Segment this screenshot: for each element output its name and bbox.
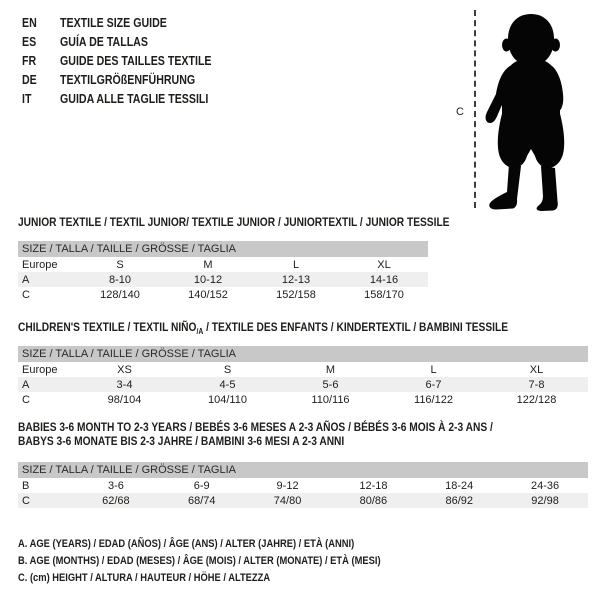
table-cell: 110/116 bbox=[311, 393, 350, 406]
table-cell: 62/68 bbox=[102, 494, 130, 507]
table-cell: M bbox=[203, 258, 213, 271]
language-title: TEXTILE SIZE GUIDE bbox=[60, 15, 167, 30]
footnote-a-text: A. AGE (YEARS) / EDAD (AÑOS) / ÂGE (ANS) / ALTER (JAHRE) / ETÀ (ANNI) bbox=[18, 538, 355, 550]
section-title-line1: BABIES 3-6 MONTH TO 2-3 YEARS / BEBÉS 3-6 MESES A 2-3 AÑOS / BÉBÉS 3-6 MOIS À 2-3 ANS / bbox=[18, 420, 493, 434]
row-label: C bbox=[22, 393, 30, 406]
table-row bbox=[18, 392, 588, 407]
table-cell: XS bbox=[117, 363, 132, 376]
table-row bbox=[18, 493, 588, 508]
table-cell: 3-4 bbox=[116, 378, 133, 391]
table-cell: 128/140 bbox=[100, 288, 140, 301]
table-row bbox=[18, 257, 428, 272]
table-cell: L bbox=[430, 363, 437, 376]
language-code bbox=[22, 54, 60, 68]
table-cell: 116/122 bbox=[414, 393, 453, 406]
table-cell: 6-9 bbox=[193, 479, 210, 492]
table-cell: L bbox=[292, 258, 300, 271]
table-cell: 80/86 bbox=[359, 494, 388, 507]
table-cell: 12-13 bbox=[281, 273, 311, 286]
children-table bbox=[18, 362, 588, 407]
title-part-subscript: /A bbox=[196, 327, 204, 337]
row-label: C bbox=[22, 288, 30, 301]
footnote-c-text: C. (cm) HEIGHT / ALTURA / HAUTEUR / HÖHE / ALTEZZA bbox=[18, 572, 271, 584]
language-code bbox=[22, 92, 60, 106]
table-cell: XL bbox=[529, 363, 544, 376]
table-cell: 24-36 bbox=[531, 479, 560, 492]
table-cell: 18-24 bbox=[445, 479, 474, 492]
footnote-c bbox=[18, 570, 445, 587]
table-cell: 92/98 bbox=[531, 494, 559, 507]
language-code-text: FR bbox=[22, 53, 37, 68]
language-row-it bbox=[22, 89, 238, 108]
section-title-children bbox=[18, 320, 594, 339]
size-header-bar: SIZE / TALLA / TAILLE / GRÖSSE / TAGLIA bbox=[18, 462, 588, 478]
table-cell: 158/170 bbox=[364, 288, 404, 301]
table-cell: 4-5 bbox=[219, 378, 236, 391]
section-title-text: JUNIOR TEXTILE / TEXTIL JUNIOR/ TEXTILE JUNIOR / JUNIORTEXTIL / JUNIOR TESSILE bbox=[18, 215, 450, 229]
section-title-line2: BABYS 3-6 MONATE BIS 2-3 JAHRE / BAMBINI 3-6 MESI A 2-3 ANNI bbox=[18, 434, 345, 448]
table-cell: 3-6 bbox=[107, 479, 124, 492]
table-row bbox=[18, 272, 428, 287]
language-code bbox=[22, 35, 60, 49]
language-row-en bbox=[22, 13, 238, 32]
footnote-b-text: B. AGE (MONTHS) / EDAD (MESES) / ÂGE (MOIS) / ALTER (MONATE) / ETÀ (MESI) bbox=[18, 555, 381, 567]
table-cell: S bbox=[223, 363, 232, 376]
table-cell: 14-16 bbox=[369, 273, 399, 286]
title-part-post: / TEXTILE DES ENFANTS / KINDERTEXTIL / BAMBINI TESSILE bbox=[203, 320, 508, 334]
children-size-table bbox=[18, 346, 588, 407]
language-title: GUIDA ALLE TAGLIE TESSILI bbox=[60, 91, 209, 106]
table-row bbox=[18, 377, 588, 392]
row-label: B bbox=[22, 479, 30, 492]
language-code bbox=[22, 73, 60, 87]
section-title-text bbox=[18, 320, 508, 339]
section-title-babies bbox=[18, 420, 577, 448]
table-cell: 140/152 bbox=[188, 288, 228, 301]
table-cell: XL bbox=[377, 258, 391, 271]
table-cell: 12-18 bbox=[359, 479, 388, 492]
babies-size-table bbox=[18, 462, 588, 508]
table-cell: 74/80 bbox=[273, 494, 302, 507]
table-row bbox=[18, 287, 428, 302]
size-header-bar: SIZE / TALLA / TAILLE / GRÖSSE / TAGLIA bbox=[18, 346, 588, 362]
row-label: C bbox=[22, 494, 30, 507]
row-label: A bbox=[22, 273, 30, 286]
row-label: A bbox=[22, 378, 30, 391]
row-label: Europe bbox=[22, 363, 58, 376]
table-cell: S bbox=[116, 258, 124, 271]
footnote-a bbox=[18, 536, 445, 553]
language-code-text: DE bbox=[22, 72, 37, 87]
language-row-de bbox=[22, 70, 238, 89]
table-cell: 68/74 bbox=[187, 494, 216, 507]
language-row-es bbox=[22, 32, 238, 51]
language-code-text: EN bbox=[22, 15, 37, 30]
table-cell: 104/110 bbox=[208, 393, 247, 406]
size-header-bar: SIZE / TALLA / TAILLE / GRÖSSE / TAGLIA bbox=[18, 241, 428, 257]
language-code-text: IT bbox=[22, 91, 32, 106]
table-cell: 98/104 bbox=[107, 393, 142, 406]
height-marker-label: C bbox=[456, 106, 464, 118]
table-cell: 6-7 bbox=[425, 378, 442, 391]
junior-size-table bbox=[18, 241, 428, 302]
table-cell: 152/158 bbox=[276, 288, 316, 301]
language-title: TEXTILGRÖßENFÜHRUNG bbox=[60, 72, 196, 87]
section-title-junior bbox=[18, 215, 526, 229]
footnote-b bbox=[18, 553, 445, 570]
table-cell: 10-12 bbox=[193, 273, 223, 286]
language-title: GUIDE DES TAILLES TEXTILE bbox=[60, 53, 212, 68]
table-cell: 86/92 bbox=[445, 494, 473, 507]
row-label: Europe bbox=[22, 258, 58, 271]
table-cell: 8-10 bbox=[108, 273, 132, 286]
legend-footnotes bbox=[18, 536, 445, 587]
language-code-text: ES bbox=[22, 34, 37, 49]
table-cell: 9-12 bbox=[276, 479, 299, 492]
language-row-fr bbox=[22, 51, 238, 70]
junior-table bbox=[18, 257, 428, 302]
table-row bbox=[18, 478, 588, 493]
babies-table bbox=[18, 478, 588, 508]
table-cell: 5-6 bbox=[322, 378, 339, 391]
language-title: GUÍA DE TALLAS bbox=[60, 34, 148, 49]
height-dashed-line bbox=[474, 10, 476, 208]
title-part-pre: CHILDREN'S TEXTILE / TEXTIL NIÑO bbox=[18, 320, 197, 334]
table-cell: M bbox=[325, 363, 336, 376]
table-cell: 122/128 bbox=[516, 393, 557, 406]
language-title-list bbox=[22, 13, 238, 108]
toddler-silhouette-image bbox=[481, 6, 581, 211]
table-row bbox=[18, 362, 588, 377]
table-cell: 7-8 bbox=[528, 378, 545, 391]
language-code bbox=[22, 16, 60, 30]
